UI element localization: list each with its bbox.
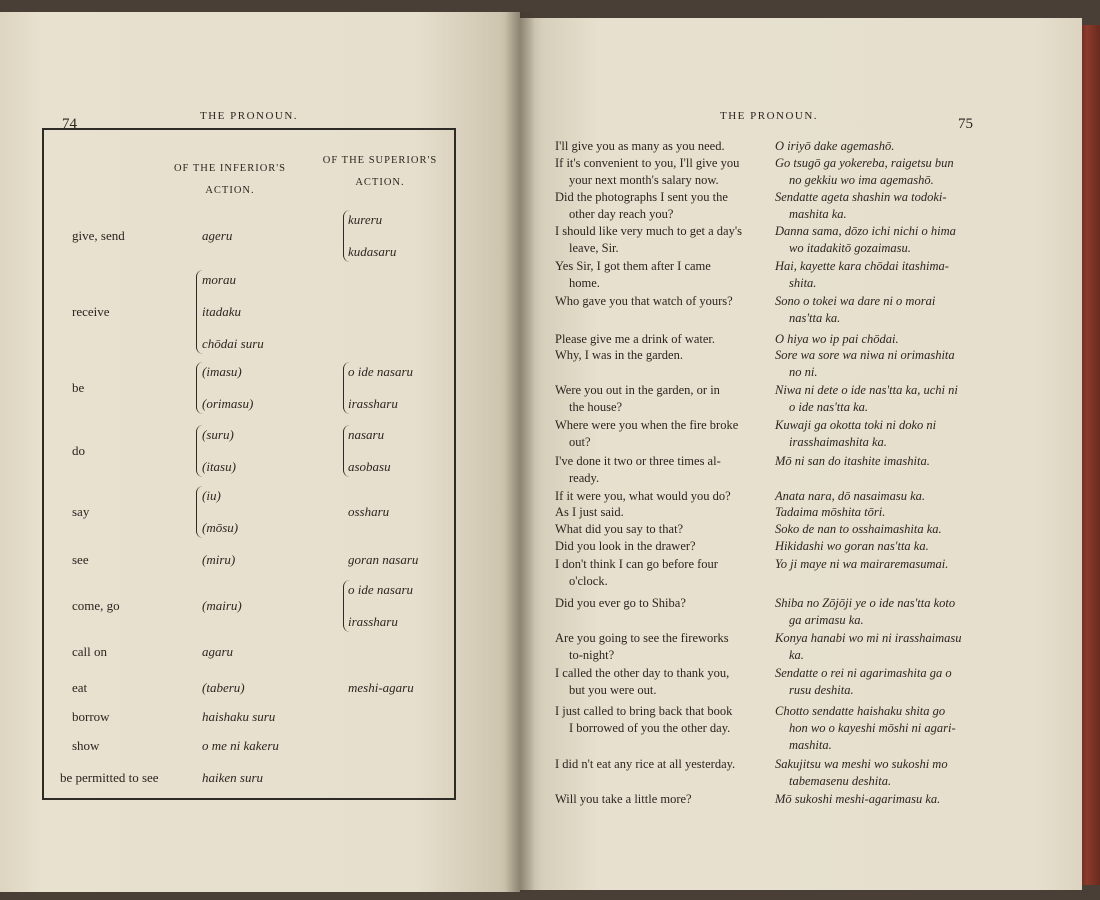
phrase-japanese-line: Chotto sendatte haishaku shita go — [775, 704, 946, 718]
brace-superior-0 — [343, 210, 350, 262]
phrase-japanese — [775, 556, 985, 573]
table-superior-5-0: goran nasaru — [348, 552, 419, 567]
table-superior-3-1: asobasu — [348, 459, 391, 474]
phrase-english-line: Will you take a little more? — [555, 792, 692, 806]
table-inferior-1-1: itadaku — [202, 304, 241, 319]
phrase-english-line: As I just said. — [555, 505, 624, 519]
phrase-japanese-line: o ide nas'tta ka. — [789, 400, 869, 414]
phrase-japanese-line: mashita ka. — [789, 207, 847, 221]
phrase-english — [555, 223, 767, 257]
phrase-japanese — [775, 791, 985, 808]
table-english-6: come, go — [72, 598, 120, 613]
phrase-english — [555, 417, 767, 451]
phrase-japanese — [775, 630, 985, 664]
header-superior-line2: ACTION. — [355, 177, 405, 188]
phrase-japanese-line: Kuwaji ga okotta toki ni doko ni — [775, 418, 937, 432]
phrase-english-line: home. — [569, 276, 600, 290]
phrase-japanese — [775, 488, 985, 505]
header-superior — [310, 150, 450, 194]
phrase-japanese — [775, 155, 985, 189]
phrase-japanese-line: shita. — [789, 276, 817, 290]
right-running-head: THE PRONOUN. — [720, 110, 819, 122]
phrase-english-line: I've done it two or three times al- — [555, 454, 721, 468]
phrase-english-line: but you were out. — [569, 683, 657, 697]
table-superior-0-0: kureru — [348, 212, 383, 227]
table-english-5: see — [72, 552, 89, 567]
table-english-3: do — [72, 443, 85, 458]
table-english-0: give, send — [72, 228, 125, 243]
phrase-english — [555, 756, 767, 773]
table-inferior-9-0: haishaku suru — [202, 709, 276, 724]
table-inferior-3-1: (itasu) — [202, 459, 236, 474]
phrase-english-line: the house? — [569, 400, 623, 414]
table-english-1: receive — [72, 304, 110, 319]
phrase-english-line: Why, I was in the garden. — [555, 348, 683, 362]
table-english-8: eat — [72, 680, 88, 695]
phrase-japanese-line: tabemasenu deshita. — [789, 774, 892, 788]
phrase-english-line: leave, Sir. — [569, 241, 619, 255]
phrase-japanese — [775, 331, 985, 348]
phrase-japanese — [775, 453, 985, 470]
phrase-english-line: other day reach you? — [569, 207, 674, 221]
phrase-english — [555, 504, 767, 521]
phrase-japanese-line: Sakujitsu wa meshi wo sukoshi mo — [775, 757, 948, 771]
brace-superior-6 — [343, 580, 350, 632]
table-inferior-1-2: chōdai suru — [202, 336, 264, 351]
phrase-japanese — [775, 756, 985, 790]
phrase-english-line: o'clock. — [569, 574, 608, 588]
phrase-japanese-line: Sore wa sore wa niwa ni orimashita — [775, 348, 955, 362]
phrase-english-line: I should like very much to get a day's — [555, 224, 742, 238]
table-english-11: be permitted to see — [60, 770, 159, 785]
table-inferior-1-0: morau — [202, 272, 236, 287]
table-inferior-4-0: (iu) — [202, 488, 221, 503]
table-inferior-4-1: (mōsu) — [202, 520, 239, 535]
phrase-japanese-line: Hai, kayette kara chōdai itashima- — [775, 259, 949, 273]
phrase-english — [555, 138, 767, 155]
phrase-english-line: If it's convenient to you, I'll give you — [555, 156, 740, 170]
phrase-english-line: Did you look in the drawer? — [555, 539, 696, 553]
phrase-english — [555, 630, 767, 664]
phrase-english-line: out? — [569, 435, 591, 449]
phrase-japanese-line: no ni. — [789, 365, 818, 379]
table-superior-6-0: o ide nasaru — [348, 582, 413, 597]
phrase-japanese-line: wo itadakitō gozaimasu. — [789, 241, 911, 255]
table-inferior-2-1: (orimasu) — [202, 396, 254, 411]
phrase-english-line: What did you say to that? — [555, 522, 684, 536]
phrase-japanese-line: Sendatte o rei ni agarimashita ga o — [775, 666, 952, 680]
header-inferior — [160, 158, 300, 202]
right-page-number: 75 — [958, 116, 973, 132]
phrase-english — [555, 703, 767, 737]
brace-inferior-3 — [196, 425, 203, 477]
phrase-japanese — [775, 595, 985, 629]
phrase-english-line: Please give me a drink of water. — [555, 332, 716, 346]
table-inferior-10-0: o me ni kakeru — [202, 738, 279, 753]
phrase-english-line: I'll give you as many as you need. — [555, 139, 725, 153]
phrase-japanese-line: Soko de nan to osshaimashita ka. — [775, 522, 942, 536]
brace-inferior-2 — [196, 362, 203, 414]
phrase-japanese-line: hon wo o kayeshi mōshi ni agari- — [789, 721, 956, 735]
phrase-english — [555, 521, 767, 538]
table-english-9: borrow — [72, 709, 110, 724]
phrase-japanese-line: ga arimasu ka. — [789, 613, 864, 627]
table-superior-2-0: o ide nasaru — [348, 364, 413, 379]
phrase-english-line: to-night? — [569, 648, 615, 662]
table-inferior-6-0: (mairu) — [202, 598, 242, 613]
table-inferior-7-0: agaru — [202, 644, 234, 659]
phrase-japanese-line: mashita. — [789, 738, 832, 752]
phrase-japanese — [775, 189, 985, 223]
phrase-english-line: I don't think I can go before four — [555, 557, 718, 571]
header-inferior-line1: OF THE INFERIOR'S — [173, 163, 287, 174]
phrase-english-line: Where were you when the fire broke — [555, 418, 739, 432]
phrase-english-line: I just called to bring back that book — [555, 704, 733, 718]
phrase-japanese — [775, 665, 985, 699]
table-inferior-11-0: haiken suru — [202, 770, 264, 785]
phrase-japanese-line: Go tsugō ga yokereba, raigetsu bun — [775, 156, 954, 170]
table-inferior-2-0: (imasu) — [202, 364, 242, 379]
header-inferior-line2: ACTION. — [205, 185, 255, 196]
table-inferior-3-0: (suru) — [202, 427, 234, 442]
phrase-japanese — [775, 417, 985, 451]
phrase-japanese — [775, 138, 985, 155]
phrase-japanese-line: Hikidashi wo goran nas'tta ka. — [775, 539, 929, 553]
table-english-4: say — [72, 504, 90, 519]
phrase-english-line: Did you ever go to Shiba? — [555, 596, 686, 610]
phrase-japanese-line: Shiba no Zōjōji ye o ide nas'tta koto — [775, 596, 956, 610]
phrase-japanese-line: rusu deshita. — [789, 683, 854, 697]
brace-inferior-4 — [196, 486, 203, 538]
phrase-english — [555, 665, 767, 699]
phrase-japanese-line: Niwa ni dete o ide nas'tta ka, uchi ni — [775, 383, 958, 397]
phrase-japanese-line: O iriyō dake agemashō. — [775, 139, 895, 153]
table-superior-3-0: nasaru — [348, 427, 385, 442]
phrase-english — [555, 453, 767, 487]
table-superior-6-1: irassharu — [348, 614, 398, 629]
phrase-english-line: your next month's salary now. — [569, 173, 719, 187]
phrase-japanese-line: ka. — [789, 648, 804, 662]
phrase-japanese-line: nas'tta ka. — [789, 311, 841, 325]
table-superior-0-1: kudasaru — [348, 244, 397, 259]
phrase-japanese-line: O hiya wo ip pai chōdai. — [775, 332, 899, 346]
phrase-japanese-line: no gekkiu wo ima agemashō. — [789, 173, 934, 187]
table-inferior-5-0: (miru) — [202, 552, 236, 567]
table-english-7: call on — [72, 644, 108, 659]
phrase-japanese-line: irasshaimashita ka. — [789, 435, 887, 449]
header-superior-line1: OF THE SUPERIOR'S — [322, 155, 438, 166]
book-gutter — [505, 12, 535, 892]
table-english-10: show — [72, 738, 100, 753]
phrase-english-line: If it were you, what would you do? — [555, 489, 731, 503]
phrase-japanese-line: Tadaima mōshita tōri. — [775, 505, 886, 519]
phrase-english — [555, 791, 767, 808]
phrase-japanese-line: Sendatte ageta shashin wa todoki- — [775, 190, 947, 204]
phrase-japanese-line: Mō ni san do itashite imashita. — [775, 454, 930, 468]
table-superior-2-1: irassharu — [348, 396, 398, 411]
phrase-japanese — [775, 504, 985, 521]
phrase-english — [555, 155, 767, 189]
phrase-english — [555, 382, 767, 416]
phrase-english — [555, 189, 767, 223]
phrase-english-line: Yes Sir, I got them after I came — [555, 259, 711, 273]
phrase-english-line: Were you out in the garden, or in — [555, 383, 720, 397]
phrase-english-line: Did the photographs I sent you the — [555, 190, 728, 204]
phrase-english-line: I did n't eat any rice at all yesterday. — [555, 757, 736, 771]
phrase-english-line: Who gave you that watch of yours? — [555, 294, 733, 308]
phrase-english — [555, 293, 767, 310]
table-english-2: be — [72, 380, 85, 395]
phrase-japanese — [775, 521, 985, 538]
phrase-japanese-line: Sono o tokei wa dare ni o morai — [775, 294, 936, 308]
phrase-japanese — [775, 538, 985, 555]
brace-inferior-1 — [196, 270, 203, 354]
phrase-english-line: ready. — [569, 471, 600, 485]
phrase-english-line: I called the other day to thank you, — [555, 666, 730, 680]
left-running-head: THE PRONOUN. — [200, 110, 299, 122]
phrase-japanese — [775, 347, 985, 381]
phrase-japanese-line: Mō sukoshi meshi-agarimasu ka. — [775, 792, 941, 806]
phrase-japanese-line: Anata nara, dō nasaimasu ka. — [775, 489, 925, 503]
table-superior-8-0: meshi-agaru — [348, 680, 414, 695]
phrase-english — [555, 347, 767, 364]
phrase-japanese — [775, 258, 985, 292]
table-superior-4-0: ossharu — [348, 504, 390, 519]
phrase-english — [555, 488, 767, 505]
phrase-english-line: Are you going to see the fireworks — [555, 631, 729, 645]
phrase-english — [555, 258, 767, 292]
phrase-japanese — [775, 382, 985, 416]
table-inferior-8-0: (taberu) — [202, 680, 245, 695]
brace-superior-3 — [343, 425, 350, 477]
phrase-japanese — [775, 223, 985, 257]
phrase-english — [555, 538, 767, 555]
phrase-english — [555, 556, 767, 590]
phrase-english — [555, 331, 767, 348]
phrase-english-line: I borrowed of you the other day. — [569, 721, 731, 735]
phrase-japanese — [775, 703, 985, 754]
left-page-number: 74 — [62, 116, 77, 132]
phrase-japanese-line: Danna sama, dōzo ichi nichi o hima — [775, 224, 956, 238]
phrase-english — [555, 595, 767, 612]
brace-superior-2 — [343, 362, 350, 414]
phrase-japanese — [775, 293, 985, 327]
phrase-japanese-line: Konya hanabi wo mi ni irasshaimasu — [775, 631, 962, 645]
table-inferior-0-0: ageru — [202, 228, 233, 243]
phrase-japanese-line: Yo ji maye ni wa mairaremasumai. — [775, 557, 949, 571]
